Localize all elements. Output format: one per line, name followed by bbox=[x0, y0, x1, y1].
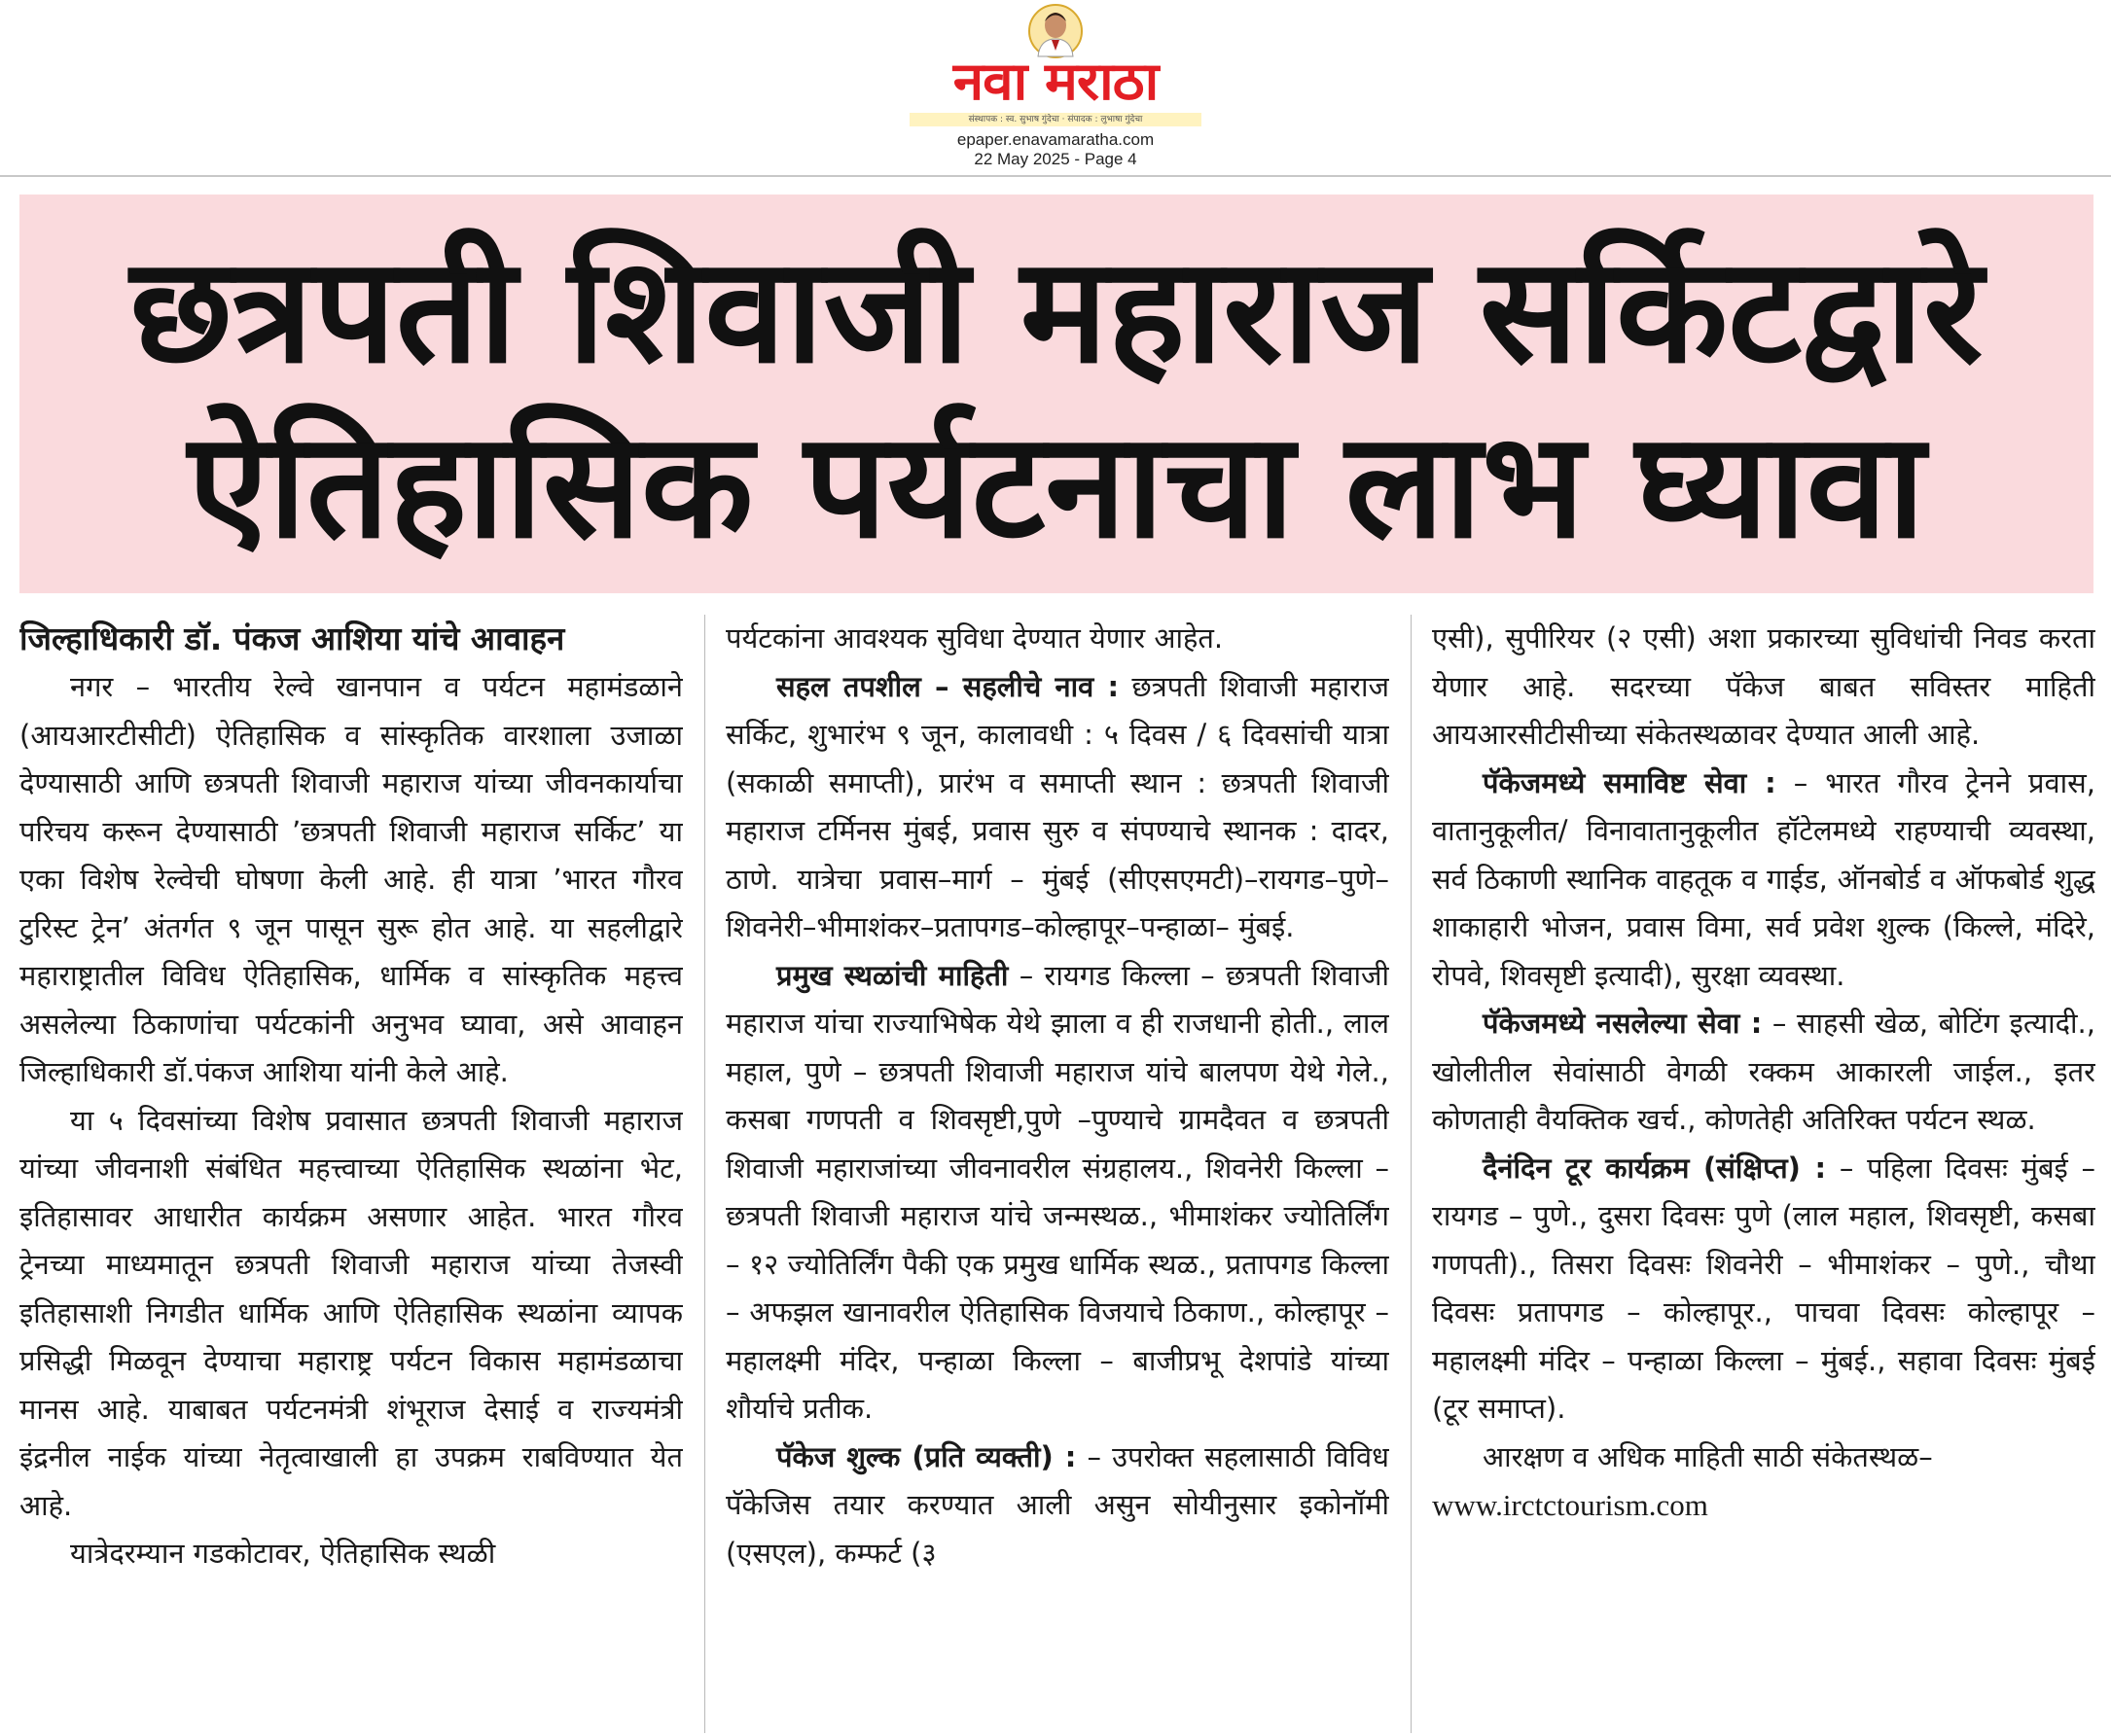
article-paragraph bbox=[726, 1434, 1389, 1578]
paragraph-text: आरक्षण व अधिक माहिती साठी संकेतस्थळ– bbox=[1483, 1439, 1933, 1473]
headline-banner bbox=[19, 195, 2093, 593]
article-paragraph: यात्रेदरम्यान गडकोटावर, ऐतिहासिक स्थळी bbox=[70, 1537, 496, 1570]
paragraph-text: – उपरोक्त सहलासाठी विविध पॅकेजिस तयार करण्यात आली असुन सोयीनुसार इकोनॉमी (एसएल), कम्फर्ट (३ bbox=[726, 1439, 1389, 1570]
paragraph-lead: दैनंदिन टूर कार्यक्रम (संक्षिप्त) : bbox=[1483, 1151, 1827, 1185]
article-paragraph: या ५ दिवसांच्या विशेष प्रवासात छत्रपती शिवाजी महाराज यांच्या जीवनाशी संबंधित महत्त्वाच्या ऐतिहासिक स्थळांना भेट, इतिहासावर आधारीत कार्यक्रम असणार आहेत. भारत गौरव ट्रेनच्या माध्यमातून छत्रपती शिवाजी महाराज यांच्या तेजस्वी इतिहासाशी निगडीत धार्मिक आणि ऐतिहासिक स्थळांना व्यापक प्रसिद्धी मिळवून देण्याचा महाराष्ट्र पर्यटन विकास महामंडळाचा मानस आहे. याबाबत पर्यटनमंत्री शंभूराज देसाई व राज्यमंत्री इंद्रनील नाईक यांच्या नेतृत्वाखाली हा उपक्रम राबविण्यात येत आहे. bbox=[19, 1103, 683, 1522]
article-column-2 bbox=[726, 615, 1389, 1728]
paragraph-lead: प्रमुख स्थळांची माहिती bbox=[776, 958, 1009, 992]
article-paragraph bbox=[1432, 1145, 2095, 1434]
website-link[interactable]: www.irctctourism.com bbox=[1432, 1488, 1708, 1522]
paragraph-text: – साहसी खेळ, बोटिंग इत्यादी., खोलीतील सेवांसाठी वेगळी रक्कम आकारली जाईल., इतर कोणताही वैयक्तिक खर्च., कोणतेही अतिरिक्त पर्यटन स्थळ. bbox=[1432, 1007, 2095, 1136]
paragraph-text: – पहिला दिवसः मुंबई – रायगड – पुणे., दुसरा दिवसः पुणे (लाल महाल, शिवसृष्टी, कसबा गणपती)., तिसरा दिवसः शिवनेरी – भीमाशंकर – पुणे., चौथा दिवसः प्रतापगड – कोल्हापूर., पाचवा दिवसः कोल्हापूर – महालक्ष्मी मंदिर – पन्हाळा किल्ला – मुंबई., सहावा दिवसः मुंबई (टूर समाप्त). bbox=[1432, 1151, 2095, 1425]
paragraph-text: एसी), सुपीरियर (२ एसी) अशा प्रकारच्या सुविधांची निवड करता येणार आहे. सदरच्या पॅकेज बाबत सविस्तर माहिती आयआरसीटीसीच्या संकेतस्थळावर देण्यात आली आहे. bbox=[1432, 621, 2095, 751]
headline-line-2: ऐतिहासिक पर्यटनाचा लाभ घ्यावा bbox=[188, 402, 1925, 571]
paragraph-text: छत्रपती शिवाजी महाराज सर्किट, शुभारंभ ९ जून, कालावधी : ५ दिवस / ६ दिवसांची यात्रा (सकाळी समाप्ती), प्रारंभ व समाप्ती स्थान : छत्रपती शिवाजी महाराज टर्मिनस मुंबई, प्रवास सुरु व संपण्याचे स्थानक : दादर, ठाणे. यात्रेचा प्रवास–मार्ग – मुंबई (सीएसएमटी)–रायगड–पुणे–शिवनेरी–भीमाशंकर–प्रतापगड–कोल्हापूर–पन्हाळा– मुंबई. bbox=[726, 669, 1389, 943]
logo-tagline: संस्थापक : स्व. सुभाष गुंदेचा · संपादक : लुभाषा गुंदेचा bbox=[910, 113, 1201, 126]
column-divider bbox=[704, 615, 705, 1733]
newspaper-logo bbox=[910, 4, 1201, 128]
column-divider bbox=[1411, 615, 1412, 1733]
edition-date-page: 22 May 2025 - Page 4 bbox=[974, 150, 1137, 168]
article-paragraph bbox=[1432, 615, 2095, 760]
paragraph-text: – भारत गौरव ट्रेनने प्रवास, वातानुकूलीत/ विनावातानुकूलीत हॉटेलमध्ये राहण्याची व्यवस्था, सर्व ठिकाणी स्थानिक वाहतूक व गाईड, ऑनबोर्ड व ऑफबोर्ड शुद्ध शाकाहारी भोजन, प्रवास विमा, सर्व प्रवेश शुल्क (किल्ले, मंदिरे, रोपवे, शिवसृष्टी इत्यादी), सुरक्षा व्यवस्था. bbox=[1432, 765, 2095, 992]
paragraph-lead: सहल तपशील – सहलीचे नाव : bbox=[776, 669, 1120, 703]
article-column-3 bbox=[1432, 615, 2095, 1728]
logo-wordmark: नवा मराठा bbox=[952, 51, 1159, 112]
article-paragraph bbox=[726, 663, 1389, 952]
epaper-url[interactable]: epaper.enavamaratha.com bbox=[956, 130, 1155, 149]
paragraph-lead: पॅकेजमध्ये नसलेल्या सेवा : bbox=[1483, 1007, 1763, 1040]
headline-line-1: छत्रपती शिवाजी महाराज सर्किटद्वारे bbox=[129, 227, 1984, 396]
article-paragraph bbox=[726, 952, 1389, 1434]
paragraph-text: – रायगड किल्ला – छत्रपती शिवाजी महाराज यांचा राज्याभिषेक येथे झाला व ही राजधानी होती., लाल महाल, पुणे – छत्रपती शिवाजी महाराज यांचे बालपण येथे गेले., कसबा गणपती व शिवसृष्टी,पुणे –पुण्याचे ग्रामदैवत व छत्रपती शिवाजी महाराजांच्या जीवनावरील संग्रहालय., शिवनेरी किल्ला – छत्रपती शिवाजी महाराज यांचे जन्मस्थळ., भीमाशंकर ज्योतिर्लिंग – १२ ज्योतिर्लिंग पैकी एक प्रमुख धार्मिक स्थळ., प्रतापगड किल्ला – अफझल खानावरील ऐतिहासिक विजयाचे ठिकाण., कोल्हापूर – महालक्ष्मी मंदिर, पन्हाळा किल्ला – बाजीप्रभू देशपांडे यांच्या शौर्याचे प्रतीक. bbox=[726, 958, 1389, 1425]
paragraph-text: पर्यटकांना आवश्यक सुविधा देण्यात येणार आहेत. bbox=[726, 621, 1224, 655]
article-paragraph bbox=[726, 615, 1389, 663]
paragraph-lead: पॅकेज शुल्क (प्रति व्यक्ती) : bbox=[776, 1439, 1077, 1473]
article-paragraph bbox=[1432, 1434, 2095, 1482]
article-subheadline: जिल्हाधिकारी डॉ. पंकज आशिया यांचे आवाहन bbox=[19, 620, 565, 657]
article-paragraph bbox=[1432, 1000, 2095, 1145]
paragraph-lead: पॅकेजमध्ये समाविष्ट सेवा : bbox=[1483, 765, 1776, 799]
article-column-1 bbox=[19, 615, 683, 1728]
masthead bbox=[0, 0, 2111, 177]
article-paragraph: नगर – भारतीय रेल्वे खानपान व पर्यटन महामंडळाने (आयआरटीसीटी) ऐतिहासिक व सांस्कृतिक वारशाला उजाळा देण्यासाठी आणि छत्रपती शिवाजी महाराज यांच्या जीवनकार्याचा परिचय करून देण्यासाठी ’छत्रपती शिवाजी महाराज सर्किट’ या एका विशेष रेल्वेची घोषणा केली आहे. ही यात्रा ’भारत गौरव टुरिस्ट ट्रेन’ अंतर्गत ९ जून पासून सुरू होत आहे. या सहलीद्वारे महाराष्ट्रातील विविध ऐतिहासिक, धार्मिक व सांस्कृतिक महत्त्व असलेल्या ठिकाणांचा पर्यटकांनी अनुभव घ्यावा, असे आवाहन जिल्हाधिकारी डॉ.पंकज आशिया यांनी केले आहे. bbox=[19, 670, 683, 1088]
article-paragraph bbox=[1432, 760, 2095, 1001]
